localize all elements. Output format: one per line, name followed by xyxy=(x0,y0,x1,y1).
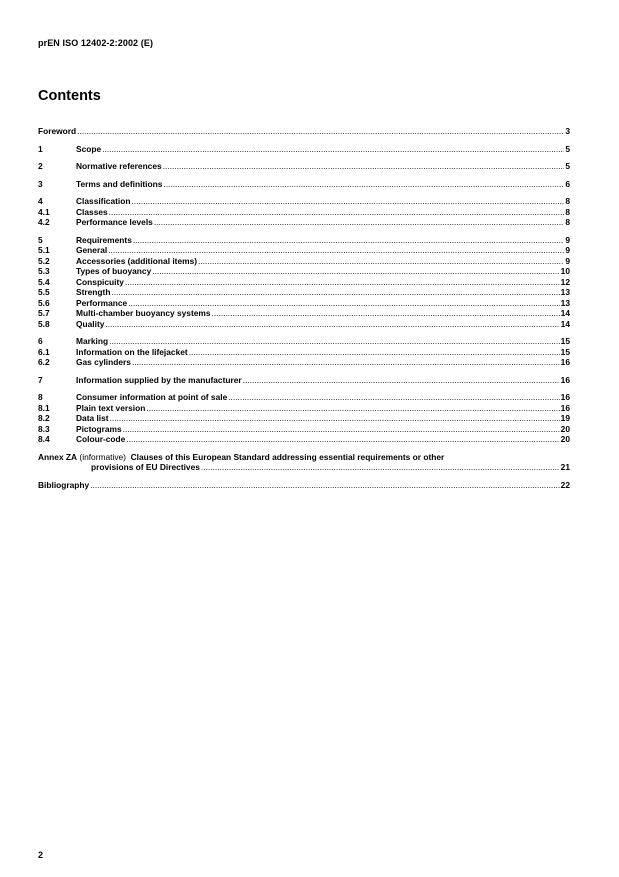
toc-leader xyxy=(128,298,559,309)
toc-entry-data-list[interactable] xyxy=(38,413,570,424)
toc-number: 8.2 xyxy=(38,413,50,423)
document-header: prEN ISO 12402-2:2002 (E) xyxy=(38,38,154,48)
toc-label: Conspicuity xyxy=(76,276,124,287)
toc-page: 9 xyxy=(565,255,570,266)
toc-label: Colour-code xyxy=(76,434,126,444)
toc-page: 15 xyxy=(560,346,570,357)
toc-number: 6.1 xyxy=(38,346,50,357)
annex-title-line1: Clauses of this European Standard addressing essential requirements or other xyxy=(130,451,445,462)
toc-label: Classes xyxy=(76,206,108,217)
toc-label: Accessories (additional items) xyxy=(76,255,198,266)
toc-leader xyxy=(111,287,559,298)
toc-page: 13 xyxy=(560,287,570,297)
toc-entry-multichamber[interactable] xyxy=(38,308,570,319)
toc-number: 7 xyxy=(38,374,43,385)
toc-leader xyxy=(110,413,560,424)
toc-leader xyxy=(102,144,564,155)
toc-label: Information supplied by the manufacturer xyxy=(76,374,242,385)
toc-entry-classification[interactable] xyxy=(38,196,570,207)
toc-page: 9 xyxy=(565,234,570,245)
toc-leader xyxy=(228,392,559,403)
toc-label: General xyxy=(76,245,108,255)
toc-leader xyxy=(125,277,560,288)
toc-leader xyxy=(109,207,565,218)
toc-number: 5.2 xyxy=(38,255,50,266)
toc-leader xyxy=(201,462,560,473)
annex-prefix: Annex ZA xyxy=(38,451,78,462)
toc-leader xyxy=(126,434,559,445)
toc-number: 5.5 xyxy=(38,287,50,297)
toc-number: 5 xyxy=(38,234,43,245)
toc-label: Foreword xyxy=(38,126,77,136)
toc-leader xyxy=(146,403,559,414)
toc-entry-plain-text[interactable] xyxy=(38,403,570,414)
toc-page: 15 xyxy=(560,336,570,346)
toc-entry-strength[interactable] xyxy=(38,287,570,298)
toc-number: 8.1 xyxy=(38,402,50,413)
toc-leader xyxy=(131,196,564,207)
toc-label: Performance levels xyxy=(76,217,153,227)
toc-number: 3 xyxy=(38,178,43,189)
toc-leader xyxy=(109,336,560,347)
toc-entry-foreword[interactable] xyxy=(38,126,570,137)
toc-entry-annex-za[interactable] xyxy=(38,452,570,473)
toc-label: Marking xyxy=(76,336,109,346)
toc-page: 3 xyxy=(565,126,570,136)
toc-label: Terms and definitions xyxy=(76,178,163,189)
toc-page: 13 xyxy=(560,297,570,308)
toc-entry-classes[interactable] xyxy=(38,207,570,218)
toc-label: Pictograms xyxy=(76,423,122,434)
toc-leader xyxy=(163,179,564,190)
toc-label: Scope xyxy=(76,143,102,154)
toc-number: 1 xyxy=(38,143,43,154)
toc-label: Strength xyxy=(76,287,111,297)
toc-entry-performance[interactable] xyxy=(38,298,570,309)
annex-qualifier: (informative) xyxy=(79,451,126,462)
toc-number: 8.4 xyxy=(38,434,50,444)
toc-entry-requirements[interactable] xyxy=(38,235,570,246)
toc-page: 20 xyxy=(560,434,570,444)
toc-page: 10 xyxy=(560,266,570,276)
toc-entry-performance-levels[interactable] xyxy=(38,217,570,228)
toc-number: 8.3 xyxy=(38,423,50,434)
toc-page: 20 xyxy=(560,423,570,434)
toc-label: Consumer information at point of sale xyxy=(76,392,228,402)
toc-number: 4 xyxy=(38,196,43,206)
toc-leader xyxy=(77,126,564,137)
toc-label: Information on the lifejacket xyxy=(76,346,188,357)
annex-title-line2: provisions of EU Directives xyxy=(91,462,200,472)
toc-leader xyxy=(108,245,564,256)
toc-page: 22 xyxy=(560,479,570,490)
toc-label: Requirements xyxy=(76,234,132,245)
toc-leader xyxy=(243,375,560,386)
toc-leader xyxy=(132,357,560,368)
toc-page: 21 xyxy=(560,462,570,472)
toc-entry-normative-references[interactable] xyxy=(38,161,570,172)
toc-number: 5.6 xyxy=(38,297,50,308)
toc-label: Plain text version xyxy=(76,402,146,413)
toc-leader xyxy=(152,266,559,277)
toc-label: Data list xyxy=(76,413,109,423)
toc-number: 5.7 xyxy=(38,308,50,318)
toc-number: 6 xyxy=(38,336,43,346)
toc-label: Performance xyxy=(76,297,128,308)
toc-page: 16 xyxy=(560,374,570,385)
toc-entry-consumer-info[interactable] xyxy=(38,392,570,403)
toc-entry-info-lifejacket[interactable] xyxy=(38,347,570,358)
table-of-contents xyxy=(38,126,570,490)
toc-entry-general[interactable] xyxy=(38,245,570,256)
toc-label: Quality xyxy=(76,318,105,329)
toc-entry-gas-cylinders[interactable] xyxy=(38,357,570,368)
toc-entry-quality[interactable] xyxy=(38,319,570,330)
toc-leader xyxy=(198,256,564,267)
toc-leader xyxy=(212,308,560,319)
page-number: 2 xyxy=(38,850,44,860)
toc-entry-marking[interactable] xyxy=(38,336,570,347)
toc-page: 8 xyxy=(565,206,570,217)
toc-page: 8 xyxy=(565,196,570,206)
toc-entry-accessories[interactable] xyxy=(38,256,570,267)
toc-number: 4.1 xyxy=(38,206,50,217)
toc-leader xyxy=(189,347,560,358)
toc-page: 5 xyxy=(565,161,570,171)
toc-number: 5.1 xyxy=(38,245,50,255)
toc-entry-bibliography[interactable] xyxy=(38,480,570,491)
toc-page: 16 xyxy=(560,402,570,413)
toc-page: 19 xyxy=(560,413,570,423)
toc-number: 4.2 xyxy=(38,217,50,227)
toc-page: 9 xyxy=(565,245,570,255)
toc-entry-scope[interactable] xyxy=(38,144,570,155)
toc-label: Bibliography xyxy=(38,479,90,490)
toc-page: 14 xyxy=(560,318,570,329)
toc-entry-pictograms[interactable] xyxy=(38,424,570,435)
toc-leader xyxy=(123,424,560,435)
toc-entry-terms[interactable] xyxy=(38,179,570,190)
toc-number: 5.4 xyxy=(38,276,50,287)
toc-leader xyxy=(105,319,559,330)
toc-page: 5 xyxy=(565,143,570,154)
toc-number: 5.8 xyxy=(38,318,50,329)
toc-page: 16 xyxy=(560,357,570,367)
toc-page: 8 xyxy=(565,217,570,227)
toc-number: 2 xyxy=(38,161,43,171)
page-title: Contents xyxy=(38,88,101,104)
toc-entry-conspicuity[interactable] xyxy=(38,277,570,288)
toc-page: 14 xyxy=(560,308,570,318)
toc-leader xyxy=(163,161,565,172)
toc-entry-types-of-buoyancy[interactable] xyxy=(38,266,570,277)
toc-label: Gas cylinders xyxy=(76,357,131,367)
toc-leader xyxy=(90,480,559,491)
toc-page: 16 xyxy=(560,392,570,402)
toc-page: 12 xyxy=(560,276,570,287)
toc-entry-colour-code[interactable] xyxy=(38,434,570,445)
toc-label: Normative references xyxy=(76,161,162,171)
toc-number: 8 xyxy=(38,392,43,402)
toc-label: Multi-chamber buoyancy systems xyxy=(76,308,211,318)
toc-page: 6 xyxy=(565,178,570,189)
toc-number: 6.2 xyxy=(38,357,50,367)
toc-number: 5.3 xyxy=(38,266,50,276)
toc-label: Classification xyxy=(76,196,131,206)
toc-leader xyxy=(133,235,564,246)
toc-leader xyxy=(154,217,565,228)
toc-label: Types of buoyancy xyxy=(76,266,152,276)
toc-entry-info-manufacturer[interactable] xyxy=(38,375,570,386)
